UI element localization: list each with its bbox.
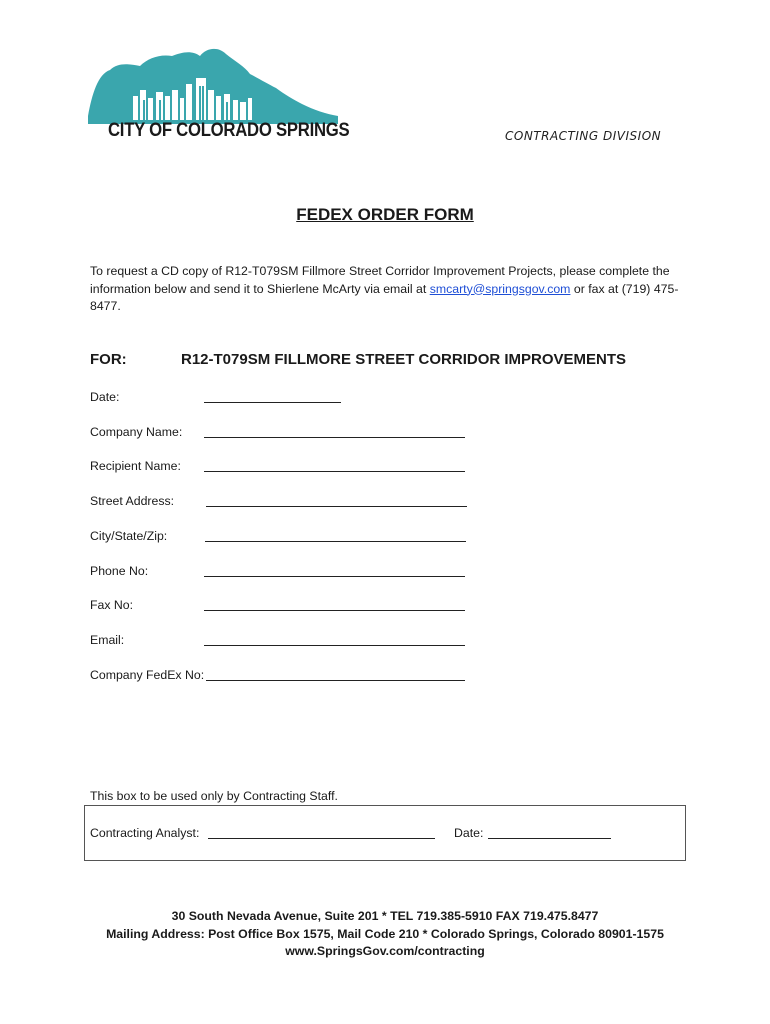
intro-text-start: To request a CD copy of R12-T079SM Fillmore Street Corridor Improvement Projects, please complete the information below and send it to Shierlene McArty via email at: [90, 264, 670, 296]
form-title: FEDEX ORDER FORM: [296, 205, 474, 224]
footer-website: www.SpringsGov.com/contracting: [285, 944, 485, 958]
email-link[interactable]: smcarty@springsgov.com: [429, 281, 571, 296]
logo-text: CITY OF COLORADO SPRINGS: [108, 120, 350, 141]
footer-address: 30 South Nevada Avenue, Suite 201 * TEL 719.385-5910 FAX 719.475.8477: [171, 909, 599, 923]
fax-label: Fax No:: [90, 598, 134, 612]
fax-field[interactable]: [204, 610, 465, 611]
city-logo: [88, 44, 350, 144]
intro-text-end: or fax at (719) 475-8477.: [90, 281, 679, 313]
phone-label: Phone No:: [90, 564, 149, 578]
city-state-zip-label: City/State/Zip:: [90, 529, 168, 543]
fedex-number-field[interactable]: [206, 680, 465, 681]
email-field[interactable]: [204, 645, 465, 646]
staff-date-label: Date:: [454, 826, 484, 840]
intro-paragraph: [90, 263, 690, 316]
recipient-name-label: Recipient Name:: [90, 459, 181, 473]
footer-mailing-address: Mailing Address: Post Office Box 1575, Mail Code 210 * Colorado Springs, Colorado 80901-1575: [106, 926, 664, 941]
city-state-zip-field[interactable]: [205, 541, 466, 542]
for-label: FOR:: [90, 351, 127, 368]
analyst-field[interactable]: [208, 838, 435, 839]
staff-date-field[interactable]: [488, 838, 611, 839]
street-address-field[interactable]: [206, 506, 467, 507]
date-label: Date:: [90, 390, 120, 404]
mountain-skyline-icon: [88, 44, 343, 124]
company-name-field[interactable]: [204, 437, 465, 438]
analyst-label: Contracting Analyst:: [90, 826, 200, 840]
footer: [0, 908, 770, 961]
staff-box-note: This box to be used only by Contracting Staff.: [90, 789, 338, 803]
street-address-label: Street Address:: [90, 494, 175, 508]
recipient-name-field[interactable]: [204, 471, 465, 472]
division-label: CONTRACTING DIVISION: [505, 129, 662, 143]
fedex-number-label: Company FedEx No:: [90, 668, 205, 682]
project-name: R12-T079SM FILLMORE STREET CORRIDOR IMPROVEMENTS: [181, 351, 627, 368]
phone-field[interactable]: [204, 576, 465, 577]
company-name-label: Company Name:: [90, 425, 183, 439]
email-label: Email:: [90, 633, 125, 647]
date-field[interactable]: [204, 402, 341, 403]
